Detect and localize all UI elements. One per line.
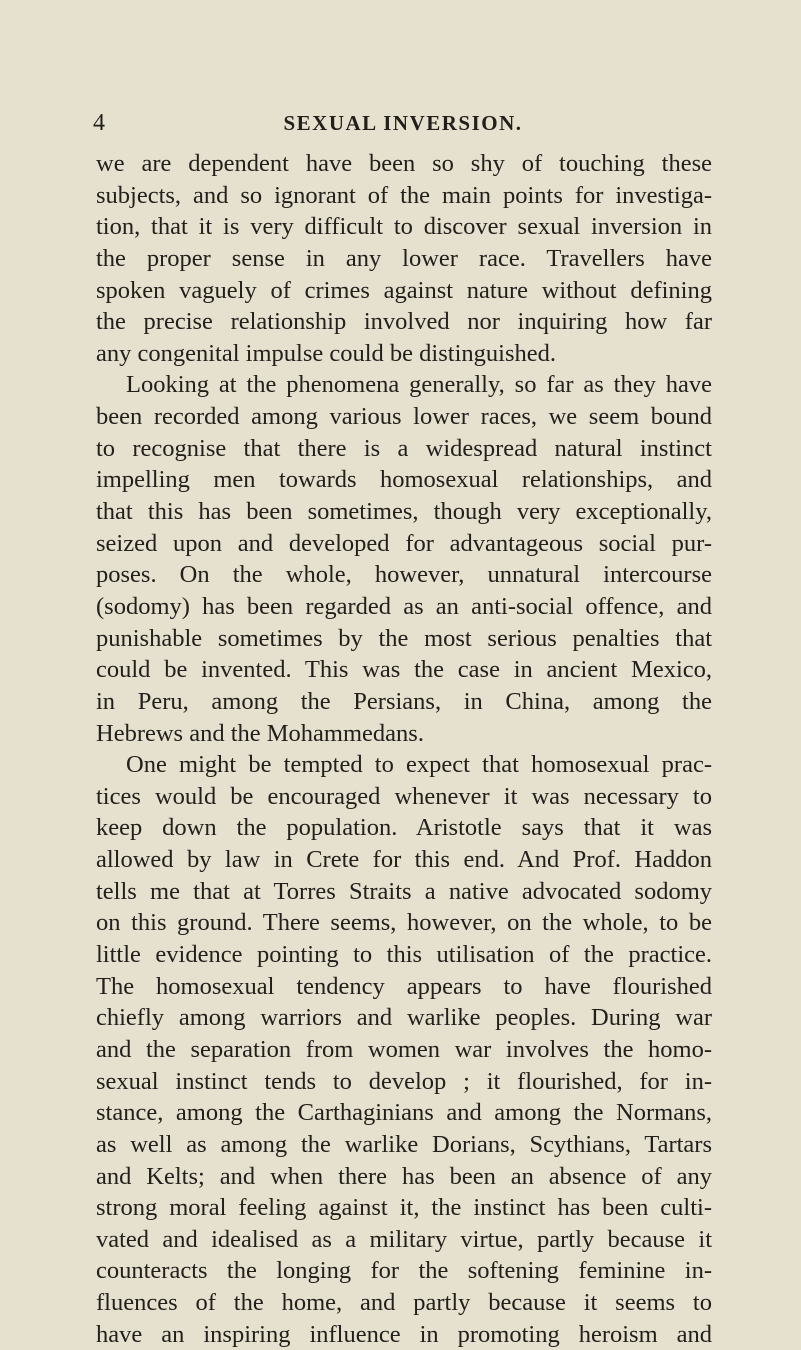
text-line: Looking at the phenomena generally, so far as they have	[126, 371, 712, 399]
text-line: in Peru, among the Persians, in China, among the	[96, 687, 712, 715]
text-line: the proper sense in any lower race. Travellers have	[96, 244, 712, 272]
text-line: tion, that it is very difficult to discover sexual inversion in	[96, 213, 712, 241]
text-line: tices would be encouraged whenever it was necessary to	[96, 782, 712, 810]
text-line: The homosexual tendency appears to have flourished	[96, 972, 712, 1000]
text-line: vated and idealised as a military virtue, partly because it	[96, 1225, 712, 1253]
text-line: any congenital impulse could be distinguished.	[96, 339, 556, 367]
text-line: been recorded among various lower races, we seem bound	[96, 403, 712, 431]
page-header	[93, 108, 713, 138]
text-line: One might be tempted to expect that homosexual prac-	[126, 751, 712, 779]
text-line: subjects, and so ignorant of the main points for investiga-	[96, 181, 712, 209]
text-line: little evidence pointing to this utilisation of the practice.	[96, 941, 712, 969]
text-line: seized upon and developed for advantageous social pur-	[96, 529, 712, 557]
text-line: poses. On the whole, however, unnatural intercourse	[96, 561, 712, 589]
text-line: spoken vaguely of crimes against nature without defining	[96, 276, 712, 304]
text-line: tells me that at Torres Straits a native advocated sodomy	[96, 877, 712, 905]
text-line: punishable sometimes by the most serious penalties that	[96, 624, 712, 652]
text-line: have an inspiring influence in promoting heroism and	[96, 1320, 712, 1348]
text-line: fluences of the home, and partly because it seems to	[96, 1289, 712, 1317]
text-line: and the separation from women war involves the homo-	[96, 1035, 712, 1063]
text-line: sexual instinct tends to develop ; it flourished, for in-	[96, 1067, 712, 1095]
text-line: that this has been sometimes, though very exceptionally,	[96, 498, 712, 526]
body-text	[96, 148, 712, 1350]
text-line: stance, among the Carthaginians and among the Normans,	[96, 1099, 712, 1127]
text-line: we are dependent have been so shy of touching these	[96, 150, 712, 177]
text-line: could be invented. This was the case in ancient Mexico,	[96, 656, 712, 684]
running-title: SEXUAL INVERSION.	[283, 111, 523, 135]
text-line: impelling men towards homosexual relationships, and	[96, 466, 712, 494]
text-line: and Kelts; and when there has been an absence of any	[96, 1162, 712, 1190]
text-line: on this ground. There seems, however, on the whole, to be	[96, 909, 712, 937]
text-line: counteracts the longing for the softening feminine in-	[96, 1257, 712, 1285]
text-line: allowed by law in Crete for this end. And Prof. Haddon	[96, 846, 712, 874]
text-line: as well as among the warlike Dorians, Scythians, Tartars	[96, 1130, 712, 1158]
text-line: chiefly among warriors and warlike peoples. During war	[96, 1004, 712, 1032]
text-line: strong moral feeling against it, the instinct has been culti-	[96, 1194, 712, 1222]
text-line: to recognise that there is a widespread natural instinct	[96, 434, 712, 462]
page-number: 4	[93, 110, 105, 136]
text-line: keep down the population. Aristotle says that it was	[96, 814, 712, 842]
text-line: the precise relationship involved nor inquiring how far	[96, 308, 712, 336]
text-line: (sodomy) has been regarded as an anti-social offence, and	[96, 592, 712, 620]
text-line: Hebrews and the Mohammedans.	[96, 719, 424, 747]
